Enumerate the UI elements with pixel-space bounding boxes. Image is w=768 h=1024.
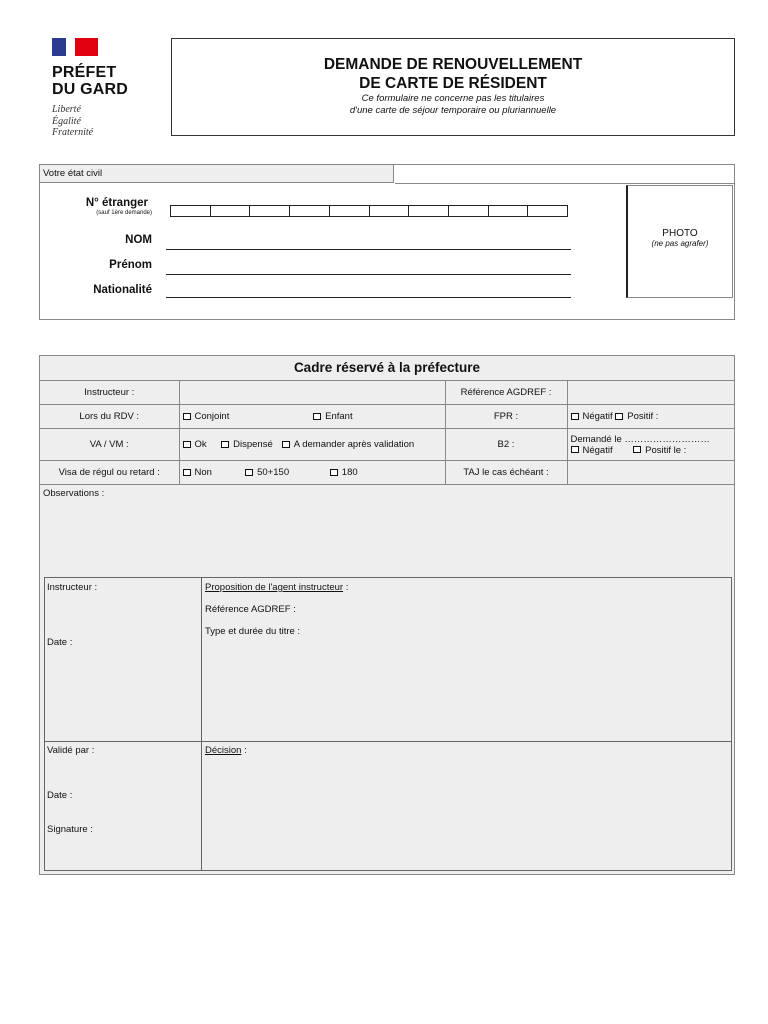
fpr-options — [567, 405, 734, 429]
visa-option-180-label: 180 — [341, 467, 358, 478]
proposal-heading — [205, 582, 348, 593]
visa-option-non[interactable] — [183, 467, 243, 478]
checkbox-icon — [183, 413, 191, 420]
va-option-a-demander[interactable] — [282, 439, 414, 450]
va-option-ok-label: Ok — [194, 439, 207, 450]
foreigner-number-note: (sauf 1ère demande) — [96, 210, 152, 216]
form-title-line2: DE CARTE DE RÉSIDENT — [359, 75, 547, 92]
visa-options — [179, 461, 445, 485]
fpr-label: FPR : — [445, 405, 567, 429]
form-title-box — [171, 38, 735, 136]
rdv-option-conjoint[interactable] — [183, 411, 311, 422]
checkbox-icon — [245, 469, 253, 476]
decision-label: Décision — [205, 745, 242, 756]
rdv-option-enfant[interactable] — [313, 411, 352, 422]
nationality-label: Nationalité — [93, 284, 152, 296]
decision-heading — [205, 745, 247, 756]
proposal-label: Proposition de l'agent instructeur — [205, 582, 344, 593]
civil-status-section — [39, 164, 735, 320]
fpr-option-negatif[interactable] — [571, 411, 613, 422]
form-title-line1: DEMANDE DE RENOUVELLEMENT — [323, 56, 583, 73]
frame-divider-horizontal — [45, 741, 731, 742]
prefecture-section-title: Cadre réservé à la préfecture — [40, 356, 734, 381]
photo-label: PHOTO — [662, 228, 698, 239]
proposal-colon: : — [343, 582, 349, 593]
prefecture-logo — [52, 38, 152, 148]
motto-fraternite: Fraternité — [52, 127, 94, 138]
foreigner-number-label: N° étranger — [85, 197, 148, 209]
logo-title-line2: DU GARD — [52, 81, 129, 98]
b2-option-negatif-label: Négatif — [582, 444, 613, 456]
inner-ref-agdref-label: Référence AGDREF : — [205, 604, 296, 615]
logo-title — [52, 64, 152, 98]
instructeur-label: Instructeur : — [40, 381, 179, 405]
visa-option-50-150-label: 50+150 — [257, 467, 290, 478]
b2-option-positif-label: Positif le : — [645, 444, 687, 456]
instruction-decision-frame — [44, 577, 732, 871]
form-title — [172, 55, 734, 93]
title-type-label: Type et durée du titre : — [205, 626, 301, 637]
grid-row — [40, 461, 734, 485]
rdv-label: Lors du RDV : — [40, 405, 179, 429]
checkbox-icon — [183, 441, 191, 448]
foreigner-number-input[interactable] — [170, 205, 568, 217]
instructeur-field[interactable] — [179, 381, 445, 405]
name-input-line[interactable] — [166, 249, 571, 250]
b2-requested-date[interactable]: Demandé le ……………………… — [570, 433, 710, 445]
fpr-option-negatif-label: Négatif — [582, 411, 613, 422]
photo-note: (ne pas agrafer) — [651, 239, 709, 248]
name-label: NOM — [125, 234, 152, 246]
nationality-input-line[interactable] — [166, 297, 571, 298]
va-options — [179, 429, 445, 461]
checkbox-icon — [330, 469, 338, 476]
rdv-option-enfant-label: Enfant — [325, 411, 353, 422]
b2-option-positif[interactable] — [633, 445, 686, 456]
photo-box[interactable] — [626, 185, 733, 298]
prefecture-reserved-section — [39, 355, 735, 875]
civil-status-header-cell — [395, 165, 734, 184]
inner-instructeur-label: Instructeur : — [47, 582, 98, 593]
b2-options — [567, 429, 734, 461]
motto-egalite: Égalité — [52, 115, 81, 127]
firstname-label: Prénom — [109, 259, 152, 271]
prefecture-grid — [40, 380, 734, 485]
va-option-a-demander-label: A demander après validation — [293, 439, 415, 450]
va-option-dispense-label: Dispensé — [233, 439, 273, 450]
b2-label: B2 : — [445, 429, 567, 461]
signature-label: Signature : — [47, 824, 93, 835]
grid-row — [40, 381, 734, 405]
ref-agdref-field[interactable] — [567, 381, 734, 405]
visa-option-non-label: Non — [194, 467, 212, 478]
civil-status-label: Votre état civil — [40, 165, 394, 183]
ref-agdref-label: Référence AGDREF : — [445, 381, 567, 405]
inner-date-label: Date : — [47, 637, 73, 648]
va-label: VA / VM : — [40, 429, 179, 461]
checkbox-icon — [615, 413, 623, 420]
republic-flag-icon — [52, 38, 98, 56]
va-option-ok[interactable] — [183, 439, 219, 450]
observations-label: Observations : — [43, 488, 105, 499]
form-subtitle-line1: Ce formulaire ne concerne pas les titulaires — [361, 93, 545, 104]
checkbox-icon — [313, 413, 321, 420]
fpr-option-positif-label: Positif : — [627, 411, 659, 422]
validation-date-label: Date : — [47, 790, 73, 801]
decision-colon: : — [241, 745, 247, 756]
frame-divider-vertical — [201, 578, 202, 870]
visa-label: Visa de régul ou retard : — [40, 461, 179, 485]
firstname-input-line[interactable] — [166, 274, 571, 275]
va-option-dispense[interactable] — [221, 439, 279, 450]
visa-option-180[interactable] — [330, 467, 358, 478]
visa-option-50-150[interactable] — [245, 467, 327, 478]
logo-title-line1: PRÉFET — [52, 64, 117, 81]
rdv-option-conjoint-label: Conjoint — [194, 411, 230, 422]
checkbox-icon — [633, 446, 641, 453]
checkbox-icon — [221, 441, 229, 448]
motto-liberte: Liberté — [52, 104, 81, 115]
checkbox-icon — [571, 413, 579, 420]
taj-field[interactable] — [567, 461, 734, 485]
checkbox-icon — [282, 441, 290, 448]
checkbox-icon — [571, 446, 579, 453]
grid-row — [40, 405, 734, 429]
fpr-option-positif[interactable] — [615, 411, 658, 422]
logo-motto — [52, 104, 152, 139]
taj-label: TAJ le cas échéant : — [445, 461, 567, 485]
grid-row — [40, 429, 734, 461]
form-subtitle-line2: d'une carte de séjour temporaire ou pluriannuelle — [349, 105, 557, 116]
b2-option-negatif[interactable] — [571, 445, 631, 456]
form-subtitle — [172, 93, 734, 117]
rdv-options — [179, 405, 445, 429]
validated-by-label: Validé par : — [47, 745, 95, 756]
checkbox-icon — [183, 469, 191, 476]
